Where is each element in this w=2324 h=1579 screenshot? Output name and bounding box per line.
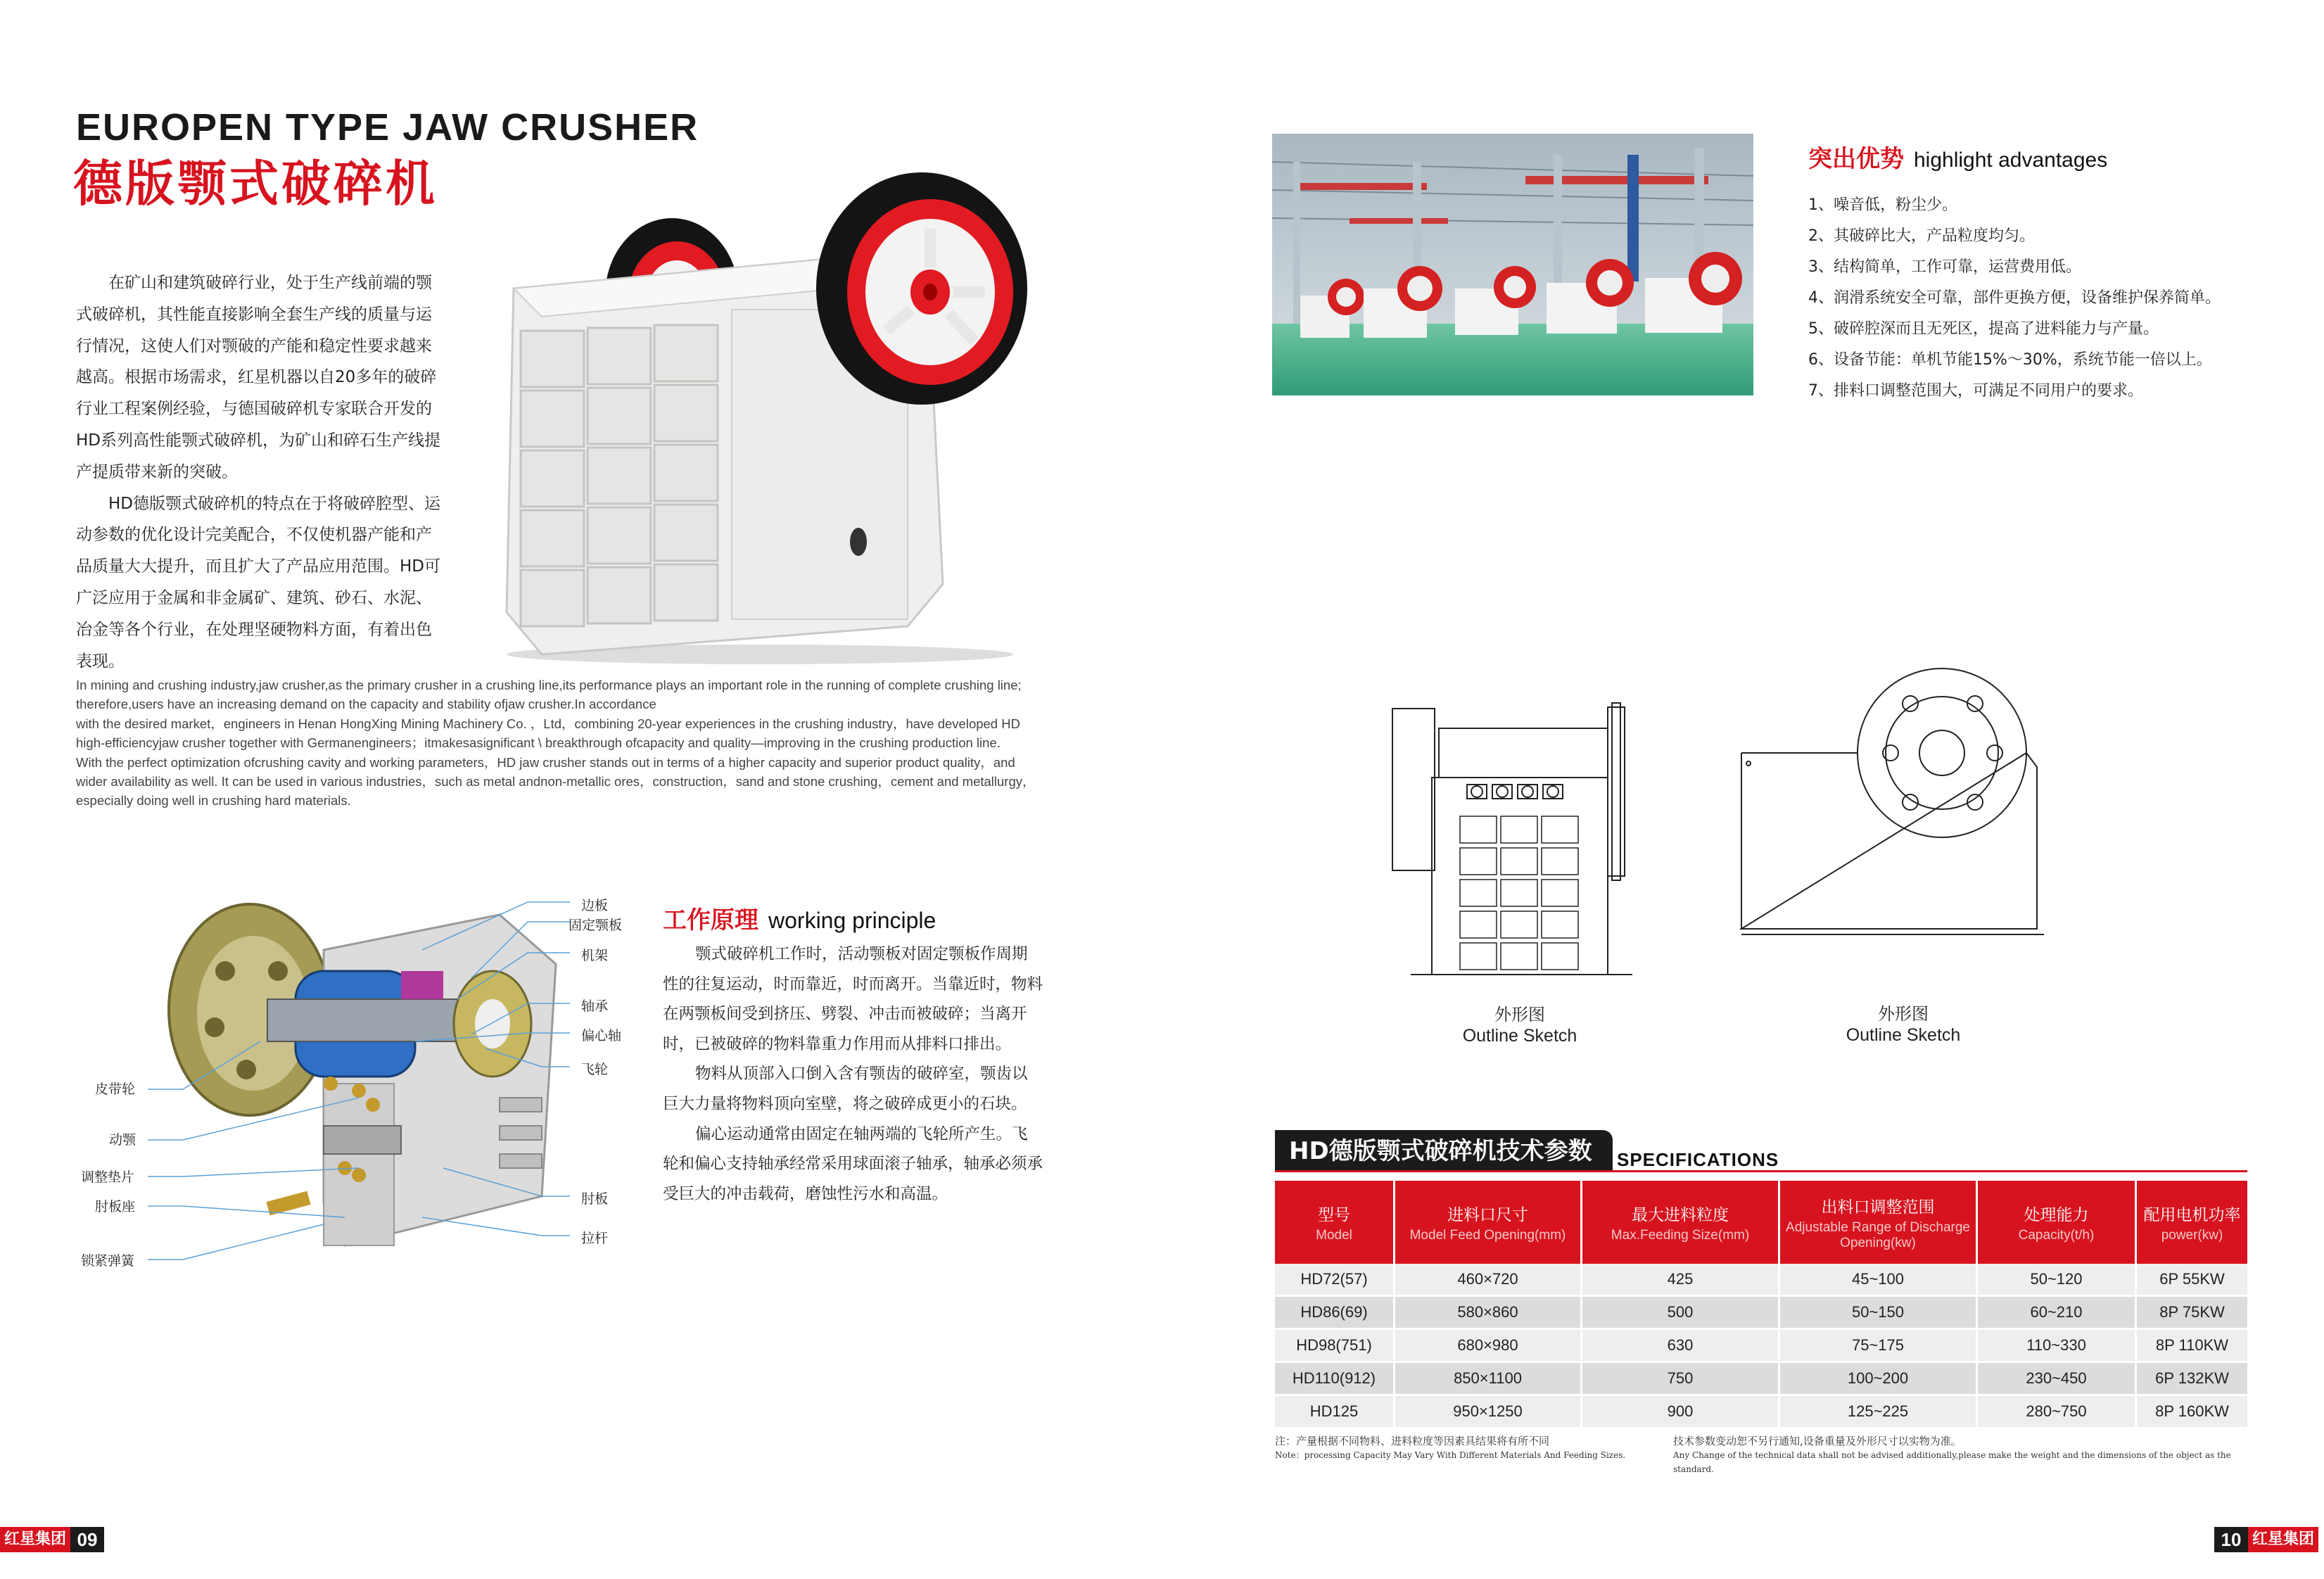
spec-cell: 425 [1582,1264,1779,1296]
label-belt-pulley: 皮带轮 [95,1082,136,1097]
sketch-caption-cn: 外形图 [1494,1005,1545,1025]
highlight-heading [1808,139,2107,174]
spec-col-header: 处理能力 Capacity(t/h) [1977,1181,2136,1264]
label-flywheel: 飞轮 [581,1062,609,1077]
spec-cell: HD125 [1275,1395,1395,1428]
title-en: EUROPEN TYPE JAW CRUSHER [76,106,699,148]
advantage-item: 6、设备节能：单机节能15%～30%，系统节能一倍以上。 [1808,351,2212,369]
advantages-list [1808,190,2221,407]
working-principle-paragraph: 偏心运动通常由固定在轴两端的飞轮所产生。飞轮和偏心支持轴承经常采用球面滚子轴承，轴承必须承受巨大的冲击载荷，磨蚀性污水和高温。 [663,1124,1043,1203]
outline-sketch-front [1390,700,1664,989]
label-tie-rod: 拉杆 [581,1231,609,1246]
spec-cell: 680×980 [1395,1329,1582,1362]
spec-cell: 75~175 [1779,1329,1977,1362]
spec-cell: 500 [1582,1296,1779,1329]
spec-cell: 630 [1582,1329,1779,1362]
spec-col-header: 出料口调整范围 Adjustable Range of Discharge Opening(kw) [1779,1181,1977,1264]
sketch-caption-1 [1435,1004,1604,1046]
spec-divider [1275,1170,2247,1172]
table-row [1275,1296,2247,1329]
factory-photo [1272,134,1753,395]
label-eccentric-shaft: 偏心轴 [581,1028,622,1044]
callout-lines [91,887,584,1267]
spec-cell: 60~210 [1977,1296,2136,1329]
spec-col-header: 进料口尺寸 Model Feed Opening(mm) [1395,1181,1582,1264]
label-fixed-jaw-plate: 固定颚板 [569,918,623,933]
advantage-item: 5、破碎腔深而且无死区，提高了进料能力与产量。 [1808,320,2159,338]
advantage-item: 3、结构简单，工作可靠，运营费用低。 [1808,258,2081,276]
sketch-caption-en: Outline Sketch [1462,1026,1577,1046]
highlight-title-en: highlight advantages [1914,148,2108,172]
sketch-caption-cn: 外形图 [1878,1004,1929,1024]
label-side-plate: 边板 [581,898,609,913]
spec-title: HD德版颚式破碎机技术参数 [1275,1130,1613,1172]
outline-sketch-side [1727,661,2058,971]
working-principle-text [663,939,1043,1209]
spec-cell: 45~100 [1779,1264,1977,1296]
working-principle-heading [663,901,936,935]
advantage-item: 2、其破碎比大，产品粒度均匀。 [1808,227,2035,245]
label-toggle-plate: 肘板 [581,1191,609,1207]
spec-header-row [1275,1181,2247,1264]
note-right-en: Any Change of the technical data shall not be advised additionally,please make the weight and the dimensions of the object as the standard. [1673,1450,2231,1474]
note-left [1275,1434,1732,1462]
sketch-caption-en: Outline Sketch [1846,1025,1961,1045]
intro-english [76,676,1040,811]
label-bearing: 轴承 [581,998,609,1014]
spec-cell: 50~150 [1779,1296,1977,1329]
table-row [1275,1329,2247,1362]
footer-right [2214,1527,2318,1552]
sketch-caption-2 [1819,1003,1988,1046]
spec-cell: 8P 110KW [2136,1329,2248,1362]
spec-cell: 950×1250 [1395,1395,1582,1428]
spec-table [1275,1181,2247,1429]
spec-cell: 850×1100 [1395,1362,1582,1395]
advantage-item: 1、噪音低，粉尘少。 [1808,196,1957,214]
highlight-title-cn: 突出优势 [1808,145,1904,173]
table-row [1275,1362,2247,1395]
title-cn: 德版颚式破碎机 [73,155,438,213]
label-locking-spring: 锁紧弹簧 [81,1253,135,1269]
intro-en-paragraph: with the desired market，engineers in Henan HongXing Mining Machinery Co. ，Ltd，combining 20-year experiences in the crushing industry，have developed HD high-efficiencyjaw crusher together with Germanengineers；itmakesasignificant \ breakthrough ofcapacity and quality—improving in the crushing production line. [76,716,1020,751]
spec-cell: 230~450 [1977,1362,2136,1395]
spec-cell: 6P 55KW [2136,1264,2248,1296]
intro-en-paragraph: In mining and crushing industry,jaw crusher,as the primary crusher in a crushing line,its performance plays an important role in the running of complete crushing line; therefore,users have an increasing demand on the capacity and stability ofjaw crusher.In accordance [76,678,1022,712]
spec-col-header: 型号 Model [1275,1181,1395,1264]
spec-cell: 460×720 [1395,1264,1582,1296]
spec-cell: 6P 132KW [2136,1362,2248,1395]
spec-cell: HD86(69) [1275,1296,1395,1329]
spec-cell: 580×860 [1395,1296,1582,1329]
company-logo: 红星集团 [0,1527,70,1552]
spec-cell: HD98(751) [1275,1329,1395,1362]
label-toggle-seat: 肘板座 [95,1199,136,1215]
spec-cell: 50~120 [1977,1264,2136,1296]
spec-cell: 8P 160KW [2136,1395,2248,1428]
working-principle-paragraph: 颚式破碎机工作时，活动颚板对固定颚板作周期性的往复运动，时而靠近，时而离开。当靠近时，物料在两颚板间受到挤压、劈裂、冲击而被破碎；当离开时，已被破碎的物料靠重力作用而从排料口排出。 [663,945,1043,1053]
spec-cell: HD110(912) [1275,1362,1395,1395]
jaw-crusher-photo [493,162,1041,668]
note-right-cn: 技术参数变动恕不另行通知,设备重量及外形尺寸以实物为准。 [1673,1435,1962,1447]
spec-cell: 125~225 [1779,1395,1977,1428]
working-principle-title-cn: 工作原理 [663,906,758,934]
note-right [1673,1434,2250,1476]
intro-chinese [76,267,447,677]
note-left-cn: 注：产量根据不同物料、进料粒度等因素具结果将有所不同 [1275,1435,1550,1447]
intro-cn-paragraph: 在矿山和建筑破碎行业，处于生产线前端的颚式破碎机，其性能直接影响全套生产线的质量与运行情况，这使人们对颚破的产能和稳定性要求越来越高。根据市场需求，红星机器以自20多年的破碎行业工程案例经验，与德国破碎机专家联合开发的HD系列高性能颚式破碎机，为矿山和碎石生产线提产提质带来新的突破。 [76,274,441,481]
advantage-item: 4、润滑系统安全可靠，部件更换方便，设备维护保养简单。 [1808,289,2221,307]
footer-left [0,1527,104,1552]
spec-cell: 8P 75KW [2136,1296,2248,1329]
spec-cell: 750 [1582,1362,1779,1395]
spec-title-en: SPECIFICATIONS [1617,1149,1779,1170]
spec-cell: 110~330 [1977,1329,2136,1362]
intro-cn-paragraph: HD德版颚式破碎机的特点在于将破碎腔型、运动参数的优化设计完美配合，不仅使机器产能和产品质量大大提升，而且扩大了产品应用范围。HD可广泛应用于金属和非金属矿、建筑、砂石、水泥、冶金等各个行业，在处理坚硬物料方面，有着出色表现。 [76,494,441,671]
working-principle-title-en: working principle [768,908,936,933]
working-principle-paragraph: 物料从顶部入口倒入含有颚齿的破碎室，颚齿以巨大力量将物料顶向室壁，将之破碎成更小的石块。 [663,1065,1028,1113]
table-row [1275,1264,2247,1296]
label-moving-jaw: 动颚 [109,1132,136,1148]
intro-en-paragraph: With the perfect optimization ofcrushing cavity and working parameters，HD jaw crusher stands out in terms of a higher capacity and superior product quality，and wider availability as well. It can be used in various industries，such as metal andnon-metallic ores，construction，sand and stone crushing，cement and metallurgy，especially doing well in crushing hard materials. [76,754,1036,808]
note-left-en: Note：processing Capacity May Vary With Different Materials And Feeding Sizes. [1275,1450,1626,1460]
spec-cell: HD72(57) [1275,1264,1395,1296]
label-frame: 机架 [581,948,609,963]
table-row [1275,1395,2247,1428]
page-number: 10 [2214,1527,2248,1552]
advantage-item: 7、排料口调整范围大，可满足不同用户的要求。 [1808,382,2143,400]
company-logo: 红星集团 [2248,1527,2318,1552]
spec-cell: 280~750 [1977,1395,2136,1428]
page-number: 09 [70,1527,104,1552]
spec-col-header: 最大进料粒度 Max.Feeding Size(mm) [1582,1181,1779,1264]
spec-col-header: 配用电机功率 power(kw) [2136,1181,2248,1264]
spec-cell: 100~200 [1779,1362,1977,1395]
label-adjusting-shim: 调整垫片 [81,1169,135,1185]
spec-cell: 900 [1582,1395,1779,1428]
